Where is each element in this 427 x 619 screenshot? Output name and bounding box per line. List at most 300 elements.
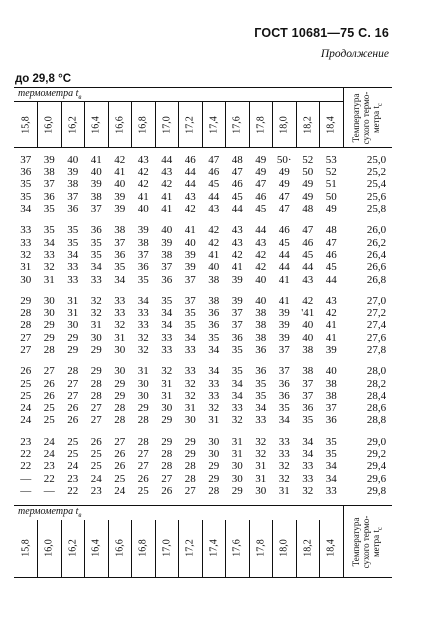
table-row	[14, 414, 392, 426]
humidity-cell: 47	[278, 190, 290, 203]
dry-temperature-cell: 29,6	[366, 472, 387, 485]
humidity-cell: 32	[255, 448, 267, 461]
humidity-cell: 42	[255, 248, 267, 261]
wet-column-header	[179, 520, 203, 578]
humidity-cell: 35	[325, 448, 337, 461]
humidity-cell: 36	[255, 365, 267, 378]
humidity-cell: 32	[20, 248, 32, 261]
humidity-cell: 33	[302, 472, 314, 485]
humidity-cell: 42	[208, 236, 220, 249]
humidity-cell: 45	[278, 236, 290, 249]
dry-temperature-cell: 28,0	[366, 365, 387, 378]
humidity-cell: 37	[90, 203, 102, 216]
humidity-cell: 32	[231, 414, 243, 427]
humidity-cell: 28	[20, 307, 32, 320]
humidity-cell: 32	[90, 307, 102, 320]
humidity-cell: 47	[255, 178, 267, 191]
humidity-cell: 43	[208, 203, 220, 216]
humidity-cell: 29	[67, 331, 79, 344]
humidity-cell: 42	[302, 294, 314, 307]
humidity-cell: 30	[90, 331, 102, 344]
humidity-cell: 39	[278, 319, 290, 332]
humidity-cell: 39	[43, 154, 55, 166]
dry-temperature-cell: 28,2	[366, 377, 387, 390]
humidity-cell: 32	[114, 319, 126, 332]
humidity-cell: 30	[231, 460, 243, 473]
humidity-cell: 37	[278, 344, 290, 356]
humidity-cell: 31	[184, 402, 196, 415]
humidity-cell: 39	[114, 203, 126, 216]
wet-column-header	[108, 520, 132, 578]
wet-column-label: 16,2	[67, 539, 79, 557]
table-row	[14, 191, 392, 203]
humidity-cell: 35	[20, 178, 32, 191]
wet-column-header	[296, 520, 320, 578]
humidity-cell: 33	[90, 273, 102, 286]
humidity-cell: 27	[114, 435, 126, 448]
humidity-cell: 40	[161, 224, 173, 237]
continuation-label: Продолжение	[320, 48, 389, 60]
humidity-cell: 41	[161, 203, 173, 216]
dry-temperature-cell: 26,8	[366, 273, 387, 286]
wet-column-label: 17,4	[208, 539, 220, 557]
humidity-cell: 24	[20, 402, 32, 415]
dry-temperature-cell: 25,6	[366, 190, 387, 203]
humidity-cell: 34	[90, 261, 102, 274]
humidity-cell: 34	[184, 331, 196, 344]
wet-column-label: 17,6	[231, 539, 243, 557]
humidity-cell: 33	[208, 377, 220, 390]
table-row	[14, 236, 392, 248]
dry-temperature-cell: 26,2	[366, 236, 387, 249]
humidity-cell: 49	[255, 154, 267, 166]
table-row	[14, 427, 392, 448]
humidity-cell: 34	[325, 460, 337, 473]
humidity-cell: 39	[278, 331, 290, 344]
humidity-cell: 27	[161, 472, 173, 485]
wet-column-label: 18,4	[325, 115, 337, 134]
table-row	[14, 448, 392, 460]
wet-column-header	[14, 520, 38, 578]
humidity-cell: 37	[43, 178, 55, 191]
humidity-cell: 34	[161, 319, 173, 332]
humidity-cell: 22	[20, 460, 32, 473]
humidity-cell: 32	[90, 294, 102, 307]
humidity-cell: 23	[90, 484, 102, 497]
wet-column-header	[85, 520, 109, 578]
humidity-cell: 34	[231, 389, 243, 402]
dry-header-subscript: с	[375, 526, 384, 530]
wet-column-label: 17,0	[161, 115, 173, 134]
humidity-cell: 27	[137, 460, 149, 473]
humidity-cell: 35	[255, 377, 267, 390]
footer-header-table	[14, 505, 392, 578]
dry-temperature-cell: 28,4	[366, 389, 387, 402]
humidity-cell: 43	[161, 166, 173, 179]
wet-column-label: 17,4	[208, 115, 220, 134]
humidity-cell: 36	[90, 224, 102, 237]
humidity-cell: 38	[302, 365, 314, 378]
humidity-cell: 31	[20, 261, 32, 274]
humidity-cell: 38	[90, 190, 102, 203]
humidity-cell: 27	[67, 389, 79, 402]
humidity-cell: 48	[231, 154, 243, 166]
humidity-cell: 41	[114, 166, 126, 179]
humidity-cell: 45	[208, 178, 220, 191]
humidity-cell: 34	[302, 435, 314, 448]
humidity-cell: 48	[302, 203, 314, 216]
table-row	[14, 402, 392, 414]
dry-temperature-cell: 27,6	[366, 331, 387, 344]
table-row	[14, 215, 392, 236]
humidity-cell: 26	[114, 448, 126, 461]
humidity-cell: 49	[255, 166, 267, 179]
humidity-cell: 33	[20, 224, 32, 237]
humidity-cell: 28	[184, 472, 196, 485]
humidity-cell: 26	[67, 402, 79, 415]
humidity-cell: 47	[208, 154, 220, 166]
humidity-cell: 47	[302, 224, 314, 237]
humidity-cell: 42	[184, 203, 196, 216]
humidity-cell: 26	[90, 435, 102, 448]
dry-header-subscript: с	[375, 102, 384, 106]
humidity-cell: 35	[90, 236, 102, 249]
humidity-cell: 33	[184, 365, 196, 378]
wet-column-label: 17,0	[161, 539, 173, 557]
humidity-cell: 35	[67, 224, 79, 237]
wet-column-header	[273, 102, 297, 148]
dry-temperature-cell: 27,2	[366, 307, 387, 320]
humidity-cell: 40	[255, 294, 267, 307]
humidity-cell: 29	[231, 484, 243, 497]
humidity-cell: 33	[114, 307, 126, 320]
humidity-cell: 26	[20, 365, 32, 378]
wet-column-label: 16,2	[67, 115, 79, 134]
humidity-cell: 37	[325, 402, 337, 415]
dry-temperature-cell: 25,4	[366, 178, 387, 191]
humidity-cell: 28	[20, 319, 32, 332]
humidity-cell: 34	[325, 472, 337, 485]
humidity-cell: 40	[114, 178, 126, 191]
humidity-cell: 25	[43, 414, 55, 427]
humidity-cell: 35	[231, 365, 243, 378]
humidity-cell: 31	[255, 460, 267, 473]
humidity-cell: 40	[67, 154, 79, 166]
humidity-cell: 32	[184, 377, 196, 390]
table-row	[14, 460, 392, 472]
humidity-cell: 40	[255, 273, 267, 286]
humidity-cell: 32	[137, 344, 149, 356]
humidity-cell: 39	[67, 166, 79, 179]
humidity-cell: 39	[114, 190, 126, 203]
table-row	[14, 377, 392, 389]
humidity-cell: 35	[43, 203, 55, 216]
humidity-cell: 43	[255, 236, 267, 249]
humidity-cell: 41	[137, 190, 149, 203]
column-header-row	[14, 102, 392, 148]
humidity-cell: 41	[325, 319, 337, 332]
humidity-cell: 24	[43, 448, 55, 461]
humidity-cell: 28	[67, 365, 79, 378]
humidity-cell: 25	[67, 435, 79, 448]
humidity-cell: 35	[231, 344, 243, 356]
humidity-cell: 44	[184, 178, 196, 191]
humidity-cell: 35	[43, 224, 55, 237]
dry-header-line: метра $t_с$	[370, 526, 384, 557]
humidity-cell: 28	[137, 414, 149, 427]
humidity-cell: 27	[43, 365, 55, 378]
humidity-cell: 37	[20, 154, 32, 166]
humidity-cell: 24	[90, 472, 102, 485]
humidity-cell: 29	[43, 331, 55, 344]
wet-column-label: 17,8	[255, 115, 267, 134]
humidity-cell: 32	[208, 402, 220, 415]
humidity-cell: 40	[184, 236, 196, 249]
humidity-cell: 41	[161, 190, 173, 203]
humidity-cell: 34	[231, 377, 243, 390]
table-row	[14, 286, 392, 307]
humidity-cell: 31	[67, 294, 79, 307]
humidity-cell: 34	[208, 344, 220, 356]
humidity-cell: 44	[208, 190, 220, 203]
table-row	[14, 203, 392, 215]
humidity-cell: 32	[278, 472, 290, 485]
wet-column-header	[85, 102, 109, 148]
wet-column-header	[61, 102, 85, 148]
humidity-cell: 34	[114, 273, 126, 286]
dry-temperature-cell: 29,0	[366, 435, 387, 448]
humidity-cell: 42	[114, 154, 126, 166]
table-row	[14, 307, 392, 319]
humidity-cell: 40	[90, 166, 102, 179]
humidity-cell: 29	[67, 344, 79, 356]
humidity-cell: 38	[325, 389, 337, 402]
wet-column-label: 18,2	[302, 539, 314, 557]
humidity-cell: 46	[184, 154, 196, 166]
humidity-cell: 35	[67, 236, 79, 249]
wet-column-label: 18,0	[278, 115, 290, 134]
humidity-cell: 36	[278, 389, 290, 402]
humidity-cell: 40	[302, 319, 314, 332]
humidity-cell: 33	[231, 402, 243, 415]
humidity-cell: 29	[184, 448, 196, 461]
humidity-cell: 38	[161, 248, 173, 261]
humidity-cell: 35	[302, 414, 314, 427]
humidity-cell: 39	[231, 294, 243, 307]
humidity-cell: 28	[184, 460, 196, 473]
humidity-cell: 33	[20, 236, 32, 249]
humidity-cell: 38	[67, 178, 79, 191]
humidity-cell: 32	[43, 261, 55, 274]
humidity-cell: 27	[20, 331, 32, 344]
humidity-cell: 36	[20, 166, 32, 179]
dry-temperature-cell: 28,6	[366, 402, 387, 415]
humidity-cell: 29	[90, 365, 102, 378]
dry-temperature-cell: 27,8	[366, 344, 387, 356]
humidity-cell: 31	[208, 414, 220, 427]
wet-column-header	[249, 520, 273, 578]
wet-column-header	[226, 102, 250, 148]
humidity-cell: 29	[20, 294, 32, 307]
humidity-cell: 33	[255, 414, 267, 427]
humidity-cell: 25	[90, 448, 102, 461]
wet-column-header	[226, 520, 250, 578]
table-row	[14, 485, 392, 503]
humidity-cell: 35	[208, 331, 220, 344]
wet-column-header	[108, 102, 132, 148]
humidity-cell: 31	[231, 435, 243, 448]
humidity-cell: 46	[325, 248, 337, 261]
wet-column-header	[296, 102, 320, 148]
humidity-cell: 26	[43, 389, 55, 402]
humidity-cell: 39	[137, 224, 149, 237]
wet-column-label: 16,6	[114, 115, 126, 134]
humidity-cell: 49	[302, 190, 314, 203]
dry-temperature-cell: 29,4	[366, 460, 387, 473]
humidity-cell: 43	[231, 224, 243, 237]
wet-column-header	[38, 102, 62, 148]
humidity-cell: 33	[137, 307, 149, 320]
humidity-cell: 33	[302, 460, 314, 473]
humidity-cell: 28	[90, 389, 102, 402]
humidity-cell: 29	[208, 472, 220, 485]
humidity-cell: 24	[67, 460, 79, 473]
humidity-cell: 39	[184, 248, 196, 261]
humidity-cell: 39	[278, 307, 290, 320]
wet-column-label: 15,8	[20, 115, 31, 134]
humidity-cell: 50	[302, 166, 314, 179]
humidity-cell: 35	[255, 389, 267, 402]
humidity-cell: 39	[90, 178, 102, 191]
humidity-cell: 33	[114, 294, 126, 307]
humidity-cell: '41	[301, 307, 315, 320]
humidity-cell: 33	[67, 261, 79, 274]
wet-column-header	[132, 102, 156, 148]
humidity-cell: 36	[208, 307, 220, 320]
dry-temperature-cell: 29,2	[366, 448, 387, 461]
humidity-cell: 31	[161, 377, 173, 390]
humidity-cell: 29	[114, 389, 126, 402]
wet-column-label: 16,4	[90, 539, 102, 557]
dry-temperature-cell: 25,0	[366, 154, 387, 166]
humidity-cell: 33	[208, 389, 220, 402]
humidity-cell: 26	[67, 414, 79, 427]
table-row	[14, 332, 392, 344]
humidity-cell: 25	[90, 460, 102, 473]
humidity-cell: 37	[278, 365, 290, 378]
wet-thermometer-label: термометра t	[18, 506, 79, 518]
wet-column-label: 16,0	[43, 115, 55, 134]
humidity-cell: 28	[161, 448, 173, 461]
wet-column-label: 17,2	[184, 115, 196, 134]
humidity-cell: 42	[231, 248, 243, 261]
wet-column-header	[155, 102, 179, 148]
humidity-cell: 43	[184, 190, 196, 203]
table-row	[14, 148, 392, 167]
humidity-cell: 23	[43, 460, 55, 473]
column-header-row	[14, 520, 392, 578]
wet-column-header	[202, 102, 226, 148]
humidity-cell: 29	[208, 460, 220, 473]
table-row	[14, 356, 392, 377]
wet-column-label: 15,8	[20, 539, 31, 557]
wet-column-label: 17,6	[231, 115, 243, 134]
humidity-cell: 27	[137, 448, 149, 461]
humidity-cell: 36	[278, 377, 290, 390]
dry-temperature-cell: 26,0	[366, 224, 387, 237]
group-header-row	[14, 88, 392, 102]
humidity-cell: 42	[255, 261, 267, 274]
humidity-cell: 34	[302, 448, 314, 461]
humidity-cell: 31	[231, 448, 243, 461]
humidity-cell: 36	[137, 261, 149, 274]
humidity-cell: 49	[278, 178, 290, 191]
table-row	[14, 390, 392, 402]
humidity-cell: 32	[137, 331, 149, 344]
humidity-cell: 45	[302, 248, 314, 261]
humidity-cell: —	[20, 472, 32, 485]
humidity-cell: 38	[255, 319, 267, 332]
humidity-cell: 47	[325, 236, 337, 249]
humidity-cell: 36	[255, 344, 267, 356]
humidity-cell: 25	[20, 377, 32, 390]
humidity-cell: 37	[161, 261, 173, 274]
humidity-cell: 35	[325, 435, 337, 448]
humidity-cell: 22	[67, 484, 79, 497]
humidity-cell: 47	[231, 166, 243, 179]
humidity-cell: 24	[43, 435, 55, 448]
wet-column-header	[320, 520, 344, 578]
table-row	[14, 249, 392, 261]
humidity-cell: 44	[255, 224, 267, 237]
humidity-cell: 35	[114, 261, 126, 274]
humidity-cell: 26	[114, 460, 126, 473]
dry-thermometer-header	[351, 91, 385, 144]
humidity-cell: 43	[302, 273, 314, 286]
humidity-cell: 36	[43, 190, 55, 203]
humidity-cell: 28	[208, 484, 220, 497]
humidity-cell: 30	[137, 377, 149, 390]
humidity-cell: 30	[184, 414, 196, 427]
humidity-cell: 40	[302, 331, 314, 344]
page-header: ГОСТ 10681—75 С. 16	[254, 26, 389, 40]
psychrometric-table	[14, 87, 392, 503]
humidity-cell: 23	[20, 435, 32, 448]
wet-column-label: 17,2	[184, 539, 196, 557]
humidity-cell: 42	[161, 178, 173, 191]
humidity-cell: 30	[208, 435, 220, 448]
wet-thermometer-subscript: в	[78, 511, 82, 520]
humidity-cell: 25	[20, 389, 32, 402]
humidity-cell: 25	[137, 484, 149, 497]
wet-column-label: 18,2	[302, 115, 314, 134]
humidity-cell: —	[20, 484, 32, 497]
humidity-cell: 37	[231, 307, 243, 320]
humidity-cell: 37	[302, 377, 314, 390]
humidity-cell: 43	[137, 154, 149, 166]
humidity-cell: 27	[20, 344, 32, 356]
humidity-cell: 30	[255, 484, 267, 497]
humidity-cell: 33	[278, 448, 290, 461]
humidity-cell: 41	[208, 248, 220, 261]
humidity-cell: 32	[302, 484, 314, 497]
wet-column-header	[61, 520, 85, 578]
dry-temperature-cell: 25,2	[366, 166, 387, 179]
humidity-cell: 37	[184, 273, 196, 286]
humidity-cell: 26	[161, 484, 173, 497]
humidity-cell: 29	[90, 344, 102, 356]
wet-column-label: 16,8	[137, 115, 149, 134]
